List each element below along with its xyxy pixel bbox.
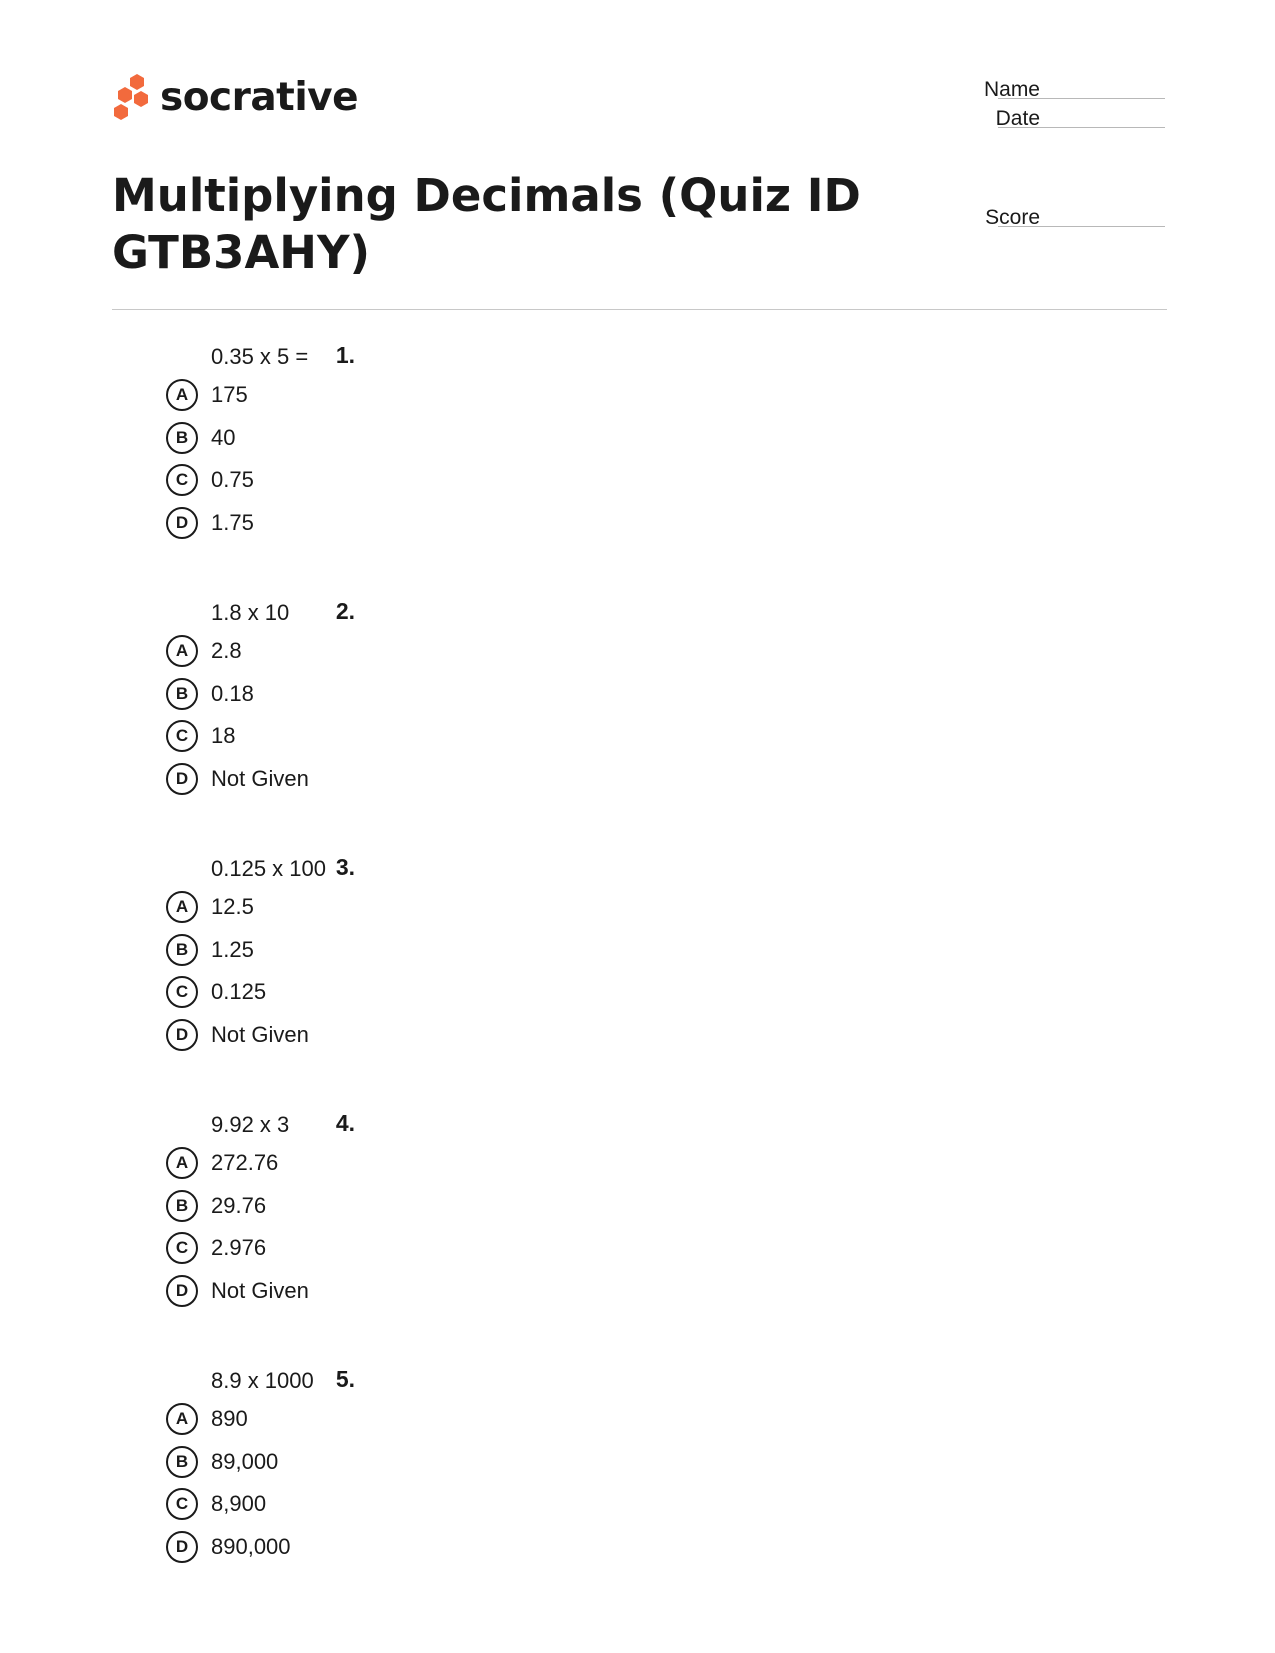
question-1 xyxy=(160,340,860,544)
option-a[interactable] xyxy=(160,886,860,929)
name-label: Name xyxy=(983,78,1040,101)
question-number: 4. xyxy=(335,1110,355,1136)
answer-bubble-a[interactable]: A xyxy=(166,1403,198,1435)
answer-bubble-b[interactable]: B xyxy=(166,678,198,710)
answer-bubble-d[interactable]: D xyxy=(166,507,198,539)
answer-bubble-d[interactable]: D xyxy=(166,1019,198,1051)
answer-bubble-b[interactable]: B xyxy=(166,1446,198,1478)
option-text: 890,000 xyxy=(211,1533,291,1559)
option-b[interactable] xyxy=(160,1185,860,1228)
name-field[interactable] xyxy=(860,76,1165,106)
score-label: Score xyxy=(985,206,1040,229)
option-text: 1.75 xyxy=(211,509,254,535)
answer-bubble-c[interactable]: C xyxy=(166,1232,198,1264)
option-b[interactable] xyxy=(160,929,860,972)
option-text: 12.5 xyxy=(211,894,254,920)
option-text: Not Given xyxy=(211,1277,309,1303)
brand-name: socrative xyxy=(160,74,359,120)
answer-bubble-d[interactable]: D xyxy=(166,1275,198,1307)
option-b[interactable] xyxy=(160,1441,860,1484)
answer-bubble-c[interactable]: C xyxy=(166,1488,198,1520)
option-d[interactable] xyxy=(160,502,860,545)
date-label: Date xyxy=(995,107,1040,130)
question-number: 2. xyxy=(335,598,355,624)
option-text: Not Given xyxy=(211,1021,309,1047)
option-d[interactable] xyxy=(160,1270,860,1313)
option-c[interactable] xyxy=(160,715,860,758)
question-2 xyxy=(160,596,860,800)
question-header xyxy=(160,596,860,630)
option-a[interactable] xyxy=(160,1142,860,1185)
question-header xyxy=(160,1108,860,1142)
option-b[interactable] xyxy=(160,673,860,716)
socrative-logo xyxy=(110,72,358,122)
option-c[interactable] xyxy=(160,1483,860,1526)
answer-bubble-c[interactable]: C xyxy=(166,976,198,1008)
option-text: 0.75 xyxy=(211,467,254,493)
option-a[interactable] xyxy=(160,1398,860,1441)
header-divider xyxy=(112,309,1167,310)
question-5 xyxy=(160,1364,860,1568)
question-text: 8.9 x 1000 xyxy=(211,1368,314,1393)
question-number: 3. xyxy=(335,854,355,880)
question-4 xyxy=(160,1108,860,1312)
option-b[interactable] xyxy=(160,417,860,460)
option-text: 18 xyxy=(211,723,236,749)
answer-bubble-a[interactable]: A xyxy=(166,1147,198,1179)
question-text: 0.125 x 100 xyxy=(211,856,326,881)
score-line xyxy=(998,226,1165,227)
question-text: 1.8 x 10 xyxy=(211,600,290,625)
question-header xyxy=(160,340,860,374)
option-text: 272.76 xyxy=(211,1150,279,1176)
page-title: Multiplying Decimals (Quiz ID GTB3AHY) xyxy=(112,169,861,279)
answer-bubble-b[interactable]: B xyxy=(166,934,198,966)
option-d[interactable] xyxy=(160,1014,860,1057)
question-3 xyxy=(160,852,860,1056)
question-text: 9.92 x 3 xyxy=(211,1112,290,1137)
score-field[interactable] xyxy=(860,204,1165,234)
option-d[interactable] xyxy=(160,758,860,801)
option-text: 890 xyxy=(211,1406,248,1432)
answer-bubble-b[interactable]: B xyxy=(166,1190,198,1222)
option-text: 1.25 xyxy=(211,936,254,962)
question-header xyxy=(160,1364,860,1398)
option-text: 8,900 xyxy=(211,1491,267,1517)
date-line xyxy=(998,127,1165,128)
question-text: 0.35 x 5 = xyxy=(211,344,309,369)
answer-bubble-b[interactable]: B xyxy=(166,422,198,454)
option-a[interactable] xyxy=(160,630,860,673)
answer-bubble-a[interactable]: A xyxy=(166,379,198,411)
option-text: Not Given xyxy=(211,765,309,791)
option-c[interactable] xyxy=(160,1227,860,1270)
option-d[interactable] xyxy=(160,1526,860,1569)
hexagon-cluster-icon xyxy=(110,72,150,122)
option-text: 175 xyxy=(211,382,248,408)
option-a[interactable] xyxy=(160,374,860,417)
option-text: 40 xyxy=(211,424,236,450)
answer-bubble-d[interactable]: D xyxy=(166,1531,198,1563)
question-number: 1. xyxy=(335,342,355,368)
date-field[interactable] xyxy=(860,105,1165,135)
option-text: 89,000 xyxy=(211,1448,279,1474)
question-number: 5. xyxy=(335,1366,355,1392)
option-text: 2.976 xyxy=(211,1235,267,1261)
answer-bubble-c[interactable]: C xyxy=(166,720,198,752)
option-text: 29.76 xyxy=(211,1192,267,1218)
option-c[interactable] xyxy=(160,459,860,502)
question-header xyxy=(160,852,860,886)
option-text: 2.8 xyxy=(211,638,242,664)
name-line xyxy=(998,98,1165,99)
answer-bubble-a[interactable]: A xyxy=(166,635,198,667)
option-c[interactable] xyxy=(160,971,860,1014)
option-text: 0.18 xyxy=(211,680,254,706)
answer-bubble-c[interactable]: C xyxy=(166,464,198,496)
option-text: 0.125 xyxy=(211,979,267,1005)
answer-bubble-a[interactable]: A xyxy=(166,891,198,923)
answer-bubble-d[interactable]: D xyxy=(166,763,198,795)
